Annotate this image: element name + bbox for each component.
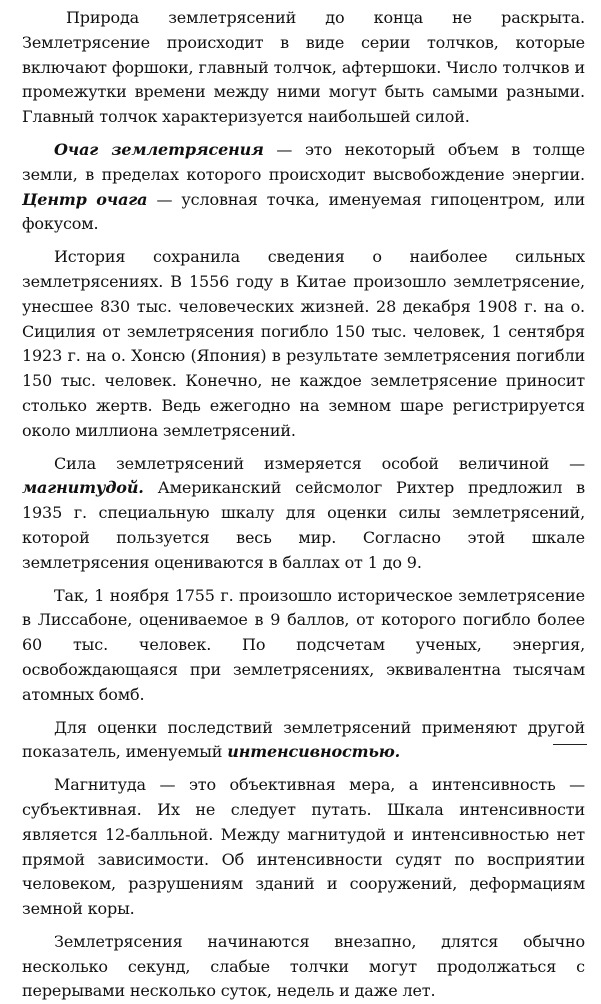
paragraph-text: — условная точка, именуемая гипоцентром, или фокусом.: [22, 189, 585, 234]
term-intensity: интенсивностью.: [227, 742, 401, 762]
term-magnitude: магнитудой.: [22, 478, 144, 498]
paragraph-text: Сила землетрясений измеряется особой величиной —: [54, 453, 585, 473]
paragraph-history: [22, 245, 585, 443]
paragraph-magnitude-vs-intensity: [22, 773, 585, 922]
margin-rule-line: [553, 744, 587, 745]
paragraph-intensity-intro: [22, 716, 585, 766]
term-earthquake-focus: Очаг землетрясения: [54, 139, 264, 159]
paragraph-text: Так, 1 ноября 1755 г. произошло историческое землетрясение в Лиссабоне, оцениваемое в 9 баллов, от которого погибло более 60 тыс. человек. По подсчетам ученых, энергия, освобождающаяся при землетрясениях, эквивалентна тысячам атомных бомб.: [22, 585, 585, 704]
paragraph-lisbon: [22, 584, 585, 708]
paragraph-earthquake-nature: [22, 6, 585, 130]
paragraph-text: История сохранила сведения о наиболее сильных землетрясениях. В 1556 году в Китае произошло землетрясение, унесшее 830 тыс. человеческих жизней. 28 декабря 1908 г. на о. Сицилия от землетрясения погибло 150 тыс. человек, 1 сентября 1923 г. на о. Хонсю (Япония) в результате землетрясения погибли 150 тыс. человек. Конечно, не каждое землетрясение приносит столько жертв. Ведь ежегодно на земном шаре регистрируется около миллиона землетрясений.: [22, 247, 585, 440]
paragraph-magnitude: [22, 452, 585, 576]
paragraph-text: Американский сейсмолог Рихтер предложил в 1935 г. специальную шкалу для оценки силы землетрясений, которой пользуется весь мир. Согласно этой шкале землетрясения оцениваются в баллах от 1 до 9.: [22, 478, 585, 572]
paragraph-text: Для оценки последствий землетрясений применяют другой показатель, именуемый: [22, 717, 585, 762]
term-focus-center: Центр очага: [22, 189, 148, 209]
paragraph-text: Землетрясения начинаются внезапно, длятся обычно несколько секунд, слабые толчки могут продолжаться с перерывами несколько суток, недель и даже лет.: [22, 931, 585, 1001]
paragraph-text: — это некоторый объем в толще земли, в пределах которого происходит высвобождение энергии.: [22, 139, 585, 184]
paragraph-text: Магнитуда — это объективная мера, а интенсивность — субъективная. Их не следует путать. Шкала интенсивности является 12-балльной. Между магнитудой и интенсивностью нет прямой зависимости. Об интенсивности судят по восприятии человеком, разрушениям зданий и сооружений, деформациям земной коры.: [22, 775, 585, 919]
paragraph-duration: [22, 930, 585, 1004]
paragraph-focus-definition: [22, 138, 585, 237]
paragraph-text: Природа землетрясений до конца не раскрыта. Землетрясение происходит в виде серии толчков, которые включают форшоки, главный толчок, афтершоки. Число толчков и промежутки времени между ними могут быть самыми разными. Главный толчок характеризуется наибольшей силой.: [22, 8, 585, 127]
